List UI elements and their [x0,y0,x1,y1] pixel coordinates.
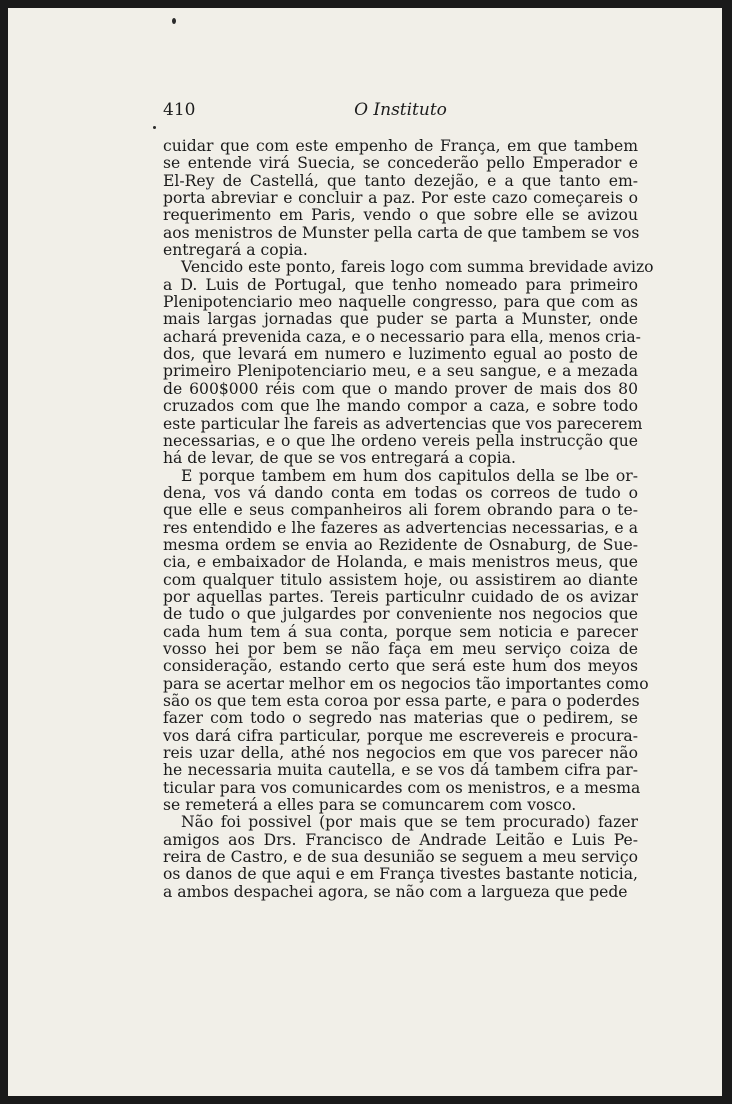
text-line: para se acertar melhor em os negocios tão importantes como [163,674,649,693]
text-line: de tudo o que julgardes por conveniente nos negocios que [163,605,638,624]
text-line: amigos aos Drs. Francisco de Andrade Leitão e Luis Pe- [163,830,638,849]
running-title: O Instituto [354,100,447,120]
text-line: achará prevenida caza, e o necessario para ella, menos cria- [163,327,641,346]
text-line: os danos de que aqui e em França tivestes bastante noticia, [163,865,638,884]
text-line: requerimento em Paris, vendo o que sobre elle se avizou [163,206,638,225]
page-header [163,100,638,124]
book-page [8,8,722,1096]
text-line: se remeterá a elles para se comuncarem com vosco. [163,796,577,815]
text-line: este particular lhe fareis as advertencias que vos parecerem [163,414,643,433]
text-line: com qualquer titulo assistem hoje, ou assistirem ao diante [163,570,638,589]
text-line: entregará a copia. [163,241,308,260]
text-line: E porque tambem em hum dos capitulos della se lbe or- [181,466,638,485]
text-line: he necessaria muita cautella, e se vos dá tambem cifra par- [163,761,638,780]
text-line: ticular para vos comunicardes com os menistros, e a mesma [163,778,641,797]
paragraph [163,138,638,259]
text-line: dos, que levará em numero e luzimento egual ao posto de [163,345,638,364]
text-line: fazer com todo o segredo nas materias que o pedirem, se [163,709,638,728]
text-line: Não foi possivel (por mais que se tem procurado) fazer [181,813,638,832]
paragraph [163,814,638,901]
text-line: Vencido este ponto, fareis logo com summa brevidade avizo [181,258,654,277]
text-line: porta abreviar e concluir a paz. Por este cazo começareis o [163,189,638,208]
text-line: se entende virá Suecia, se concederão pello Emperador e [163,154,638,173]
text-line: cia, e embaixador de Holanda, e mais menistros meus, que [163,553,638,572]
page-number: 410 [163,100,196,120]
text-line: El-Rey de Castellá, que tanto dezejão, e a que tanto em- [163,171,638,190]
text-line: há de levar, de que se vos entregará a copia. [163,449,516,468]
paragraph [163,258,654,468]
text-line: reira de Castro, e de sua desunião se seguem a meu serviço [163,848,638,867]
paragraph [163,466,649,815]
ink-speck [153,126,156,129]
text-line: que elle e seus companheiros ali forem obrando para o te- [163,501,638,520]
text-line: vos dará cifra particular, porque me escrevereis e procura- [163,726,638,745]
text-line: vosso hei por bem se não faça em meu serviço coiza de [163,639,638,658]
text-line: res entendido e lhe fazeres as advertencias necessarias, e a [163,518,638,537]
text-line: primeiro Plenipotenciario meu, e a seu sangue, e a mezada [163,362,638,381]
text-line: aos menistros de Munster pella carta de que tambem se vos [163,223,640,242]
text-line: necessarias, e o que lhe ordeno vereis pella instrucção que [163,431,638,450]
text-line: cuidar que com este empenho de França, em que tambem [163,137,638,155]
text-line: são os que tem esta coroa por essa parte, e para o poderdes [163,692,640,710]
text-line: por aquellas partes. Tereis particulnr cuidado de os avizar [163,587,638,606]
ink-speck [172,18,176,24]
text-line: dena, vos vá dando conta em todas os correos de tudo o [163,483,638,502]
text-line: a ambos despachei agora, se não com a largueza que pede [163,882,628,901]
text-line: mesma ordem se envia ao Rezidente de Osnaburg, de Sue- [163,535,638,554]
text-line: cada hum tem á sua conta, porque sem noticia e parecer [163,622,638,641]
text-line: cruzados com que lhe mando compor a caza, e sobre todo [163,397,638,416]
text-line: mais largas jornadas que puder se parta a Munster, onde [163,310,638,329]
text-line: consideração, estando certo que será este hum dos meyos [163,657,638,676]
text-line: a D. Luis de Portugal, que tenho nomeado para primeiro [163,275,638,294]
text-line: Plenipotenciario meo naquelle congresso, para que com as [163,293,638,312]
text-line: de 600$000 réis com que o mando prover de mais dos 80 [163,379,638,398]
body-text [163,137,654,901]
text-line: reis uzar della, athé nos negocios em que vos parecer não [163,744,638,763]
